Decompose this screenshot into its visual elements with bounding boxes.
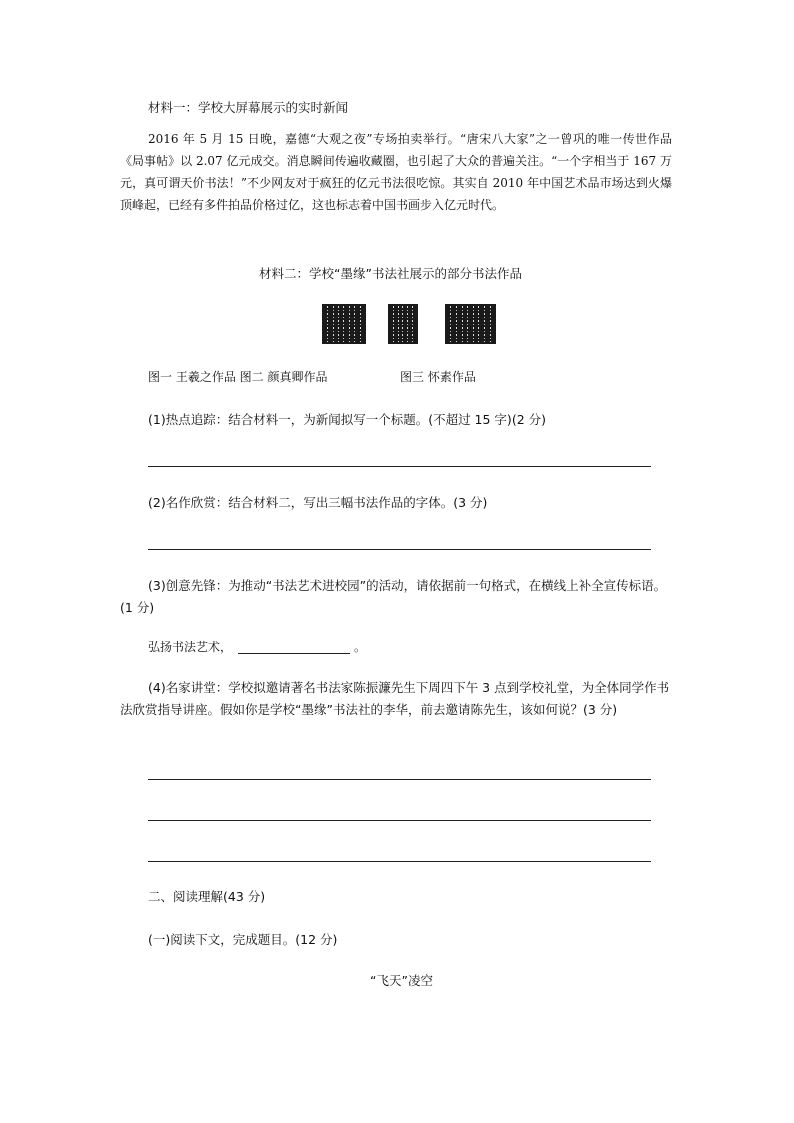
calligraphy-image-1 — [322, 304, 366, 344]
q3-fill-suffix: 。 — [354, 640, 367, 654]
material1-paragraph: 2016 年 5 月 15 日晚，嘉德“大观之夜”专场拍卖举行。“唐宋八大家”之一曾巩的唯一传世作品《局事帖》以 2.07 亿元成交。消息瞬间传遍收藏圈，也引起了大众的普遍关注。“一个字相当于 167 万元，真可谓天价书法！”不少网友对于疯狂的亿元书法很吃惊。其实自 2010 年中国艺术品市场达到火爆顶峰起，已经有多件拍品价格过亿，这也标志着中国书画步入亿元时代。 — [120, 132, 672, 212]
question-4: (4)名家讲堂：学校拟邀请著名书法家陈振濂先生下周四下午 3 点到学校礼堂，为全体同学作书法欣赏指导讲座。假如你是学校“墨缘”书法社的李华，前去邀请陈先生，该如何说？(3 分) — [120, 680, 670, 717]
section2-subheading: (一)阅读下文，完成题目。(12 分) — [148, 932, 338, 947]
question-1: (1)热点追踪：结合材料一，为新闻拟写一个标题。(不超过 15 字)(2 分) — [148, 412, 546, 427]
answer-line-q4-3[interactable] — [148, 861, 651, 862]
q3-fill-prefix: 弘扬书法艺术， — [148, 640, 233, 654]
answer-line-q4-2[interactable] — [148, 820, 651, 821]
image-caption-1: 图一 王羲之作品 图二 颜真卿作品 — [148, 370, 328, 384]
calligraphy-image-3 — [445, 304, 496, 344]
material2-heading: 材料二：学校“墨缘”书法社展示的部分书法作品 — [259, 266, 522, 281]
q3-fill-line — [148, 636, 366, 658]
calligraphy-image-2 — [388, 304, 418, 344]
answer-line-q1[interactable] — [148, 466, 651, 467]
question-3: (3)创意先锋：为推动“书法艺术进校园”的活动，请依据前一句格式，在横线上补全宣传标语。(1 分) — [120, 578, 667, 615]
article-title: “飞天”凌空 — [370, 973, 433, 988]
question-2: (2)名作欣赏：结合材料二，写出三幅书法作品的字体。(3 分) — [148, 495, 488, 510]
answer-line-q4-1[interactable] — [148, 779, 651, 780]
answer-line-q2[interactable] — [148, 549, 651, 550]
q3-fill-blank[interactable] — [238, 638, 350, 654]
material1-heading: 材料一：学校大屏幕展示的实时新闻 — [148, 100, 349, 115]
image-caption-2: 图三 怀素作品 — [400, 370, 476, 384]
section2-heading: 二、阅读理解(43 分) — [148, 889, 266, 904]
